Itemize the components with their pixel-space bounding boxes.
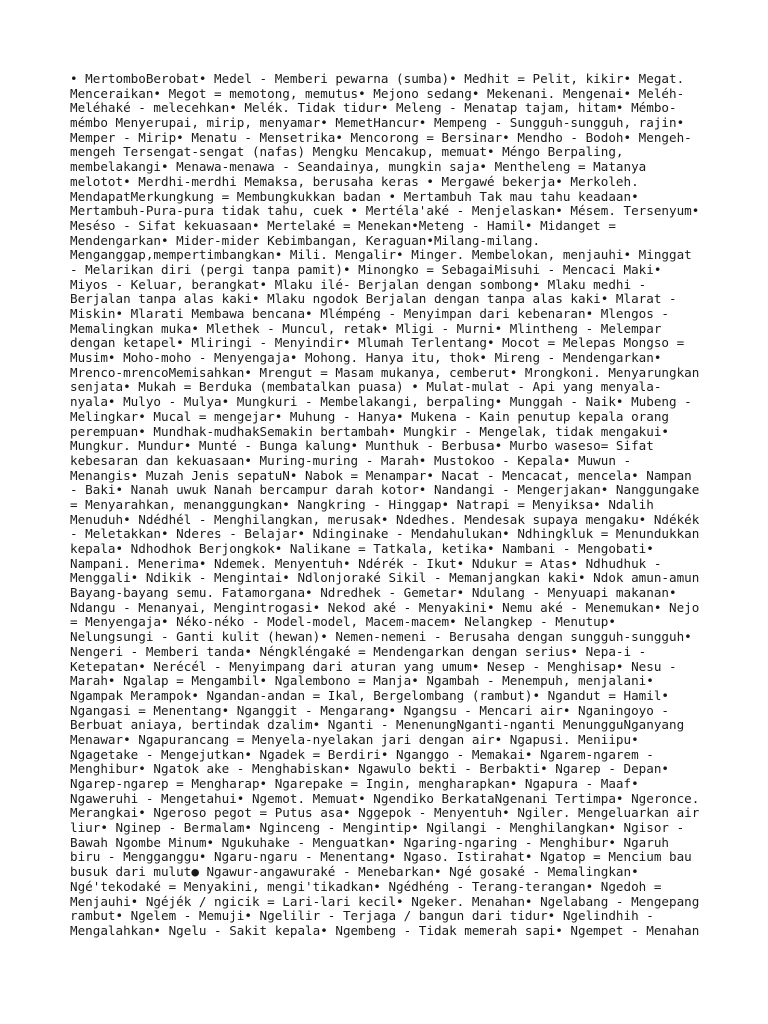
text-line: Ngagetake - Mengejutkan• Ngadek = Berdiri• Nganggo - Memakai• Ngarem-ngarem - — [70, 746, 654, 762]
text-line: liur• Nginep - Bermalam• Nginceng - Mengintip• Ngilangi - Menghilangkan• Ngisor - — [70, 820, 685, 836]
text-line: Menawar• Ngapurancang = Menyela-nyelakan jari dengan air• Ngapusi. Meniipu• — [70, 731, 639, 747]
text-line: Bawah Ngombe Minum• Ngukuhake - Menguatkan• Ngaring-ngaring - Menghibur• Ngaruh — [70, 834, 669, 850]
text-line: Ngé'tekodaké = Menyakini, mengi'tikadkan• Ngédhéng - Terang-terangan• Ngedoh = — [70, 878, 662, 894]
text-line: Merangkai• Ngeroso pegot = Putus asa• Nggepok - Menyentuh• Ngiler. Mengeluarkan air — [70, 805, 700, 821]
text-line: nyala• Mulyo - Mulya• Mungkuri - Membelakangi, berpaling• Munggah - Naik• Mubeng - — [70, 394, 692, 410]
text-line: Mertambuh-Pura-pura tidak tahu, cuek • Mertéla'aké - Menjelaskan• Mésem. Tersenyum• — [70, 203, 700, 219]
text-line: Mungkur. Mundur• Munté - Bunga kalung• Munthuk - Berbusa• Murbo waseso= Sifat — [70, 438, 654, 454]
text-line: Nengeri - Memberi tanda• Néngkléngaké = Mendengarkan dengan serius• Nepa-i - — [70, 643, 647, 659]
text-line: Ngarep-ngarep = Mengharap• Ngarepake = Ingin, mengharapkan• Ngapura - Maaf• — [70, 776, 639, 791]
text-line: = Menyengaja• Néko-néko - Model-model, Macem-macem• Nelangkep - Menutup• — [70, 614, 616, 630]
text-line: Memper - Mirip• Menatu - Mensetrika• Mencorong = Bersinar• Mendho - Bodoh• Mengeh- — [70, 129, 692, 145]
text-line: Miyos - Keluar, berangkat• Mlaku ilé- Berjalan dengan sombong• Mlaku medhi - — [70, 276, 647, 292]
text-line: Miskin• Mlarati Membawa bencana• Mlémpéng - Menyimpan dari kebenaran• Mlengos - — [70, 306, 669, 321]
text-line: rambut• Ngelem - Memuji• Ngelilir - Terjaga / bangun dari tidur• Ngelindhih - — [70, 908, 654, 924]
text-line: • MertomboBerobat• Medel - Memberi pewarna (sumba)• Medhit = Pelit, kikir• Megat. — [70, 71, 685, 86]
text-line: Menuduh• Ndédhél - Menghilangkan, merusak• Ndedhes. Mendesak supaya mengaku• Ndékék — [70, 511, 700, 527]
text-line: Berbuat aniaya, bertindak dzalim• Nganti - MenenungNganti-nganti MenungguNganyang — [70, 717, 685, 733]
text-line: Ngaweruhi - Mengetahui• Ngemot. Memuat• Ngendiko BerkataNgenani Tertimpa• Ngeronce. — [70, 790, 700, 806]
text-line: perempuan• Mundhak-mudhakSemakin bertambah• Mungkir - Mengelak, tidak mengakui• — [70, 423, 669, 439]
text-line: senjata• Mukah = Berduka (membatalkan puasa) • Mulat-mulat - Api yang menyala- — [70, 379, 662, 395]
text-line: MendapatMerkungkung = Membungkukkan badan • Mertambuh Tak mau tahu keadaan• — [70, 188, 639, 204]
text-line: Mengalahkan• Ngelu - Sakit kepala• Ngembeng - Tidak memerah sapi• Ngempet - Menahan — [70, 922, 700, 938]
text-line: Musim• Moho-moho - Menyengaja• Mohong. Hanya itu, thok• Mireng - Mendengarkan• — [70, 350, 662, 366]
text-line: Nelungsungi - Ganti kulit (hewan)• Nemen-nemeni - Berusaha dengan sungguh-sungguh• — [70, 629, 692, 645]
text-line: Ngampak Merampok• Ngandan-andan = Ikal, Bergelombang (rambut)• Ngandut = Hamil• — [70, 687, 669, 703]
text-line: mémbo Menyerupai, mirip, menyamar• MemetHancur• Mempeng - Sungguh-sungguh, rajin• — [70, 115, 685, 131]
text-line: - Melarikan diri (pergi tanpa pamit)• Minongko = SebagaiMisuhi - Mencaci Maki• — [70, 261, 662, 277]
text-line: busuk dari mulut● Ngawur-angawuraké - Menebarkan• Ngé gosaké - Memalingkan• — [70, 864, 639, 880]
text-line: Meséso - Sifat kekuasaan• Mertelaké = Menekan•Meteng - Hamil• Midanget = — [70, 217, 616, 233]
text-line: Menceraikan• Megot = memotong, memutus• Mejono sedang• Mekenani. Mengenai• Meléh- — [70, 85, 685, 101]
text-line: Menjauhi• Ngéjék / ngicik = Lari-lari kecil• Ngeker. Menahan• Ngelabang - Mengepang — [70, 893, 700, 909]
text-line: Menangis• Muzah Jenis sepatuN• Nabok = Menampar• Nacat - Mencacat, mencela• Nampan — [70, 467, 692, 483]
text-line: mengeh Tersengat-sengat (nafas) Mengku Mencakup, memuat• Méngo Berpaling, — [70, 144, 624, 160]
text-line: Ngangasi = Menentang• Nganggit - Mengarang• Ngangsu - Mencari air• Nganingoyo - — [70, 702, 669, 718]
text-line: = Menyarahkan, menanggungkan• Nangkring - Hinggap• Natrapi = Menyiksa• Ndalih — [70, 496, 654, 512]
document-page — [70, 72, 700, 939]
text-line: Menganggap,mempertimbangkan• Mili. Mengalir• Minger. Membelokan, menjauhi• Minggat — [70, 247, 692, 263]
text-line: membelakangi• Menawa-menawa - Seandainya, mungkin saja• Mentheleng = Matanya — [70, 159, 647, 175]
text-line: Mrenco-mrencoMemisahkan• Mrengut = Masam mukanya, cemberut• Mrongkoni. Menyarungkan — [70, 364, 700, 380]
text-line: Berjalan tanpa alas kaki• Mlaku ngodok Berjalan dengan tanpa alas kaki• Mlarat - — [70, 291, 677, 307]
text-line: Menghibur• Ngatok ake - Menghabiskan• Ngawulo bekti - Berbakti• Ngarep - Depan• — [70, 761, 669, 777]
text-line: - Meletakkan• Nderes - Belajar• Ndinginake - Mendahulukan• Ndhingkluk = Menundukkan — [70, 526, 700, 542]
text-line: Ndangu - Menanyai, Mengintrogasi• Nekod aké - Menyakini• Nemu aké - Menemukan• Nejo — [70, 599, 700, 615]
text-line: Mendengarkan• Mider-mider Kebimbangan, Keraguan•Milang-milang. — [70, 232, 541, 248]
text-line: kebesaran dan kekuasaan• Muring-muring - Marah• Mustokoo - Kepala• Muwun - — [70, 452, 632, 468]
text-line: biru - Mengganggu• Ngaru-ngaru - Menentang• Ngaso. Istirahat• Ngatop = Mencium bau — [70, 849, 692, 865]
text-line: melotot• Merdhi-merdhi Memaksa, berusaha keras • Mergawé bekerja• Merkoleh. — [70, 173, 639, 189]
text-line: Memalingkan muka• Mlethek - Muncul, retak• Mligi - Murni• Mlintheng - Melempar — [70, 320, 662, 336]
text-line: Melingkar• Mucal = mengejar• Muhung - Hanya• Mukena - Kain penutup kepala orang — [70, 408, 669, 424]
text-line: kepala• Ndhodhok Berjongkok• Nalikane = Tatkala, ketika• Nambani - Mengobati• — [70, 541, 654, 556]
text-line: - Baki• Nanah uwuk Nanah bercampur darah kotor• Nandangi - Mengerjakan• Nanggungake — [70, 482, 700, 498]
text-line: Bayang-bayang semu. Fatamorgana• Ndredhek - Gemetar• Ndulang - Menyuapi makanan• — [70, 585, 677, 601]
text-line: Menggali• Ndikik - Mengintai• Ndlonjoraké Sikil - Memanjangkan kaki• Ndok amun-amun — [70, 570, 700, 586]
text-line: Ketepatan• Nerécél - Menyimpang dari aturan yang umum• Nesep - Menghisap• Nesu - — [70, 658, 677, 674]
text-line: Marah• Ngalap = Mengambil• Ngalembono = Manja• Ngambah - Menempuh, menjalani• — [70, 673, 654, 689]
text-line: dengan ketapel• Mliringi - Menyindir• Mlumah Terlentang• Mocot = Melepas Mongso = — [70, 335, 685, 351]
text-line: Meléhaké - melecehkan• Melék. Tidak tidur• Meleng - Menatap tajam, hitam• Mémbo- — [70, 100, 677, 116]
text-line: Nampani. Menerima• Ndemek. Menyentuh• Ndérék - Ikut• Ndukur = Atas• Ndhudhuk - — [70, 555, 662, 571]
